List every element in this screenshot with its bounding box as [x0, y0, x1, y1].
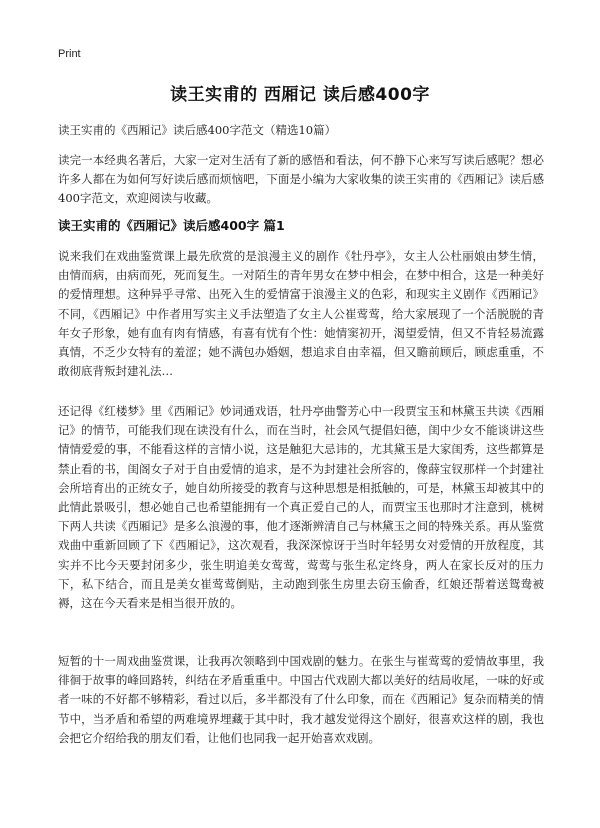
print-label[interactable]: Print [58, 48, 81, 60]
document-title: 读王实甫的 西厢记 读后感400字 [170, 85, 430, 105]
body-paragraph-2: 还记得《红楼梦》里《西厢记》妙词通戏语，牡丹亭曲警芳心中一段贾宝玉和林黛玉共读《西厢记》的情节，可能我们现在读没有什么，而在当时，社会风气提倡妇德，闺中少女不能谈讲这些情情爱爱的事，不能看这样的言情小说，这是触犯大忌讳的，尤其黛玉是大家闺秀，这些都算是禁止看的书，闺阁女子对于自由爱情的追求，是不为封建社会所容的，像薛宝钗那样一个封建社会所培育出的正统女子，她自幼所接受的教育与这种思想是相抵触的，可是，林黛玉却被其中的此情此景吸引，想必她自己也希望能拥有一个真正爱自己的人，而贾宝玉也那时才注意到，桃树下两人共读《西厢记》是多么浪漫的事，他才逐渐辨清自己与林黛玉之间的特殊关系。再从鉴赏戏曲中重新回顾了下《西厢记》，这次观看，我深深惊讶于当时年轻男女对爱情的开放程度，其实并不比今天要封闭多少，张生明追美女莺莺，莺莺与张生私定终身，两人在家长反对的压力下，私下结合，而且是美女崔莺莺倒贴，主动跑到张生房里去窃玉偷香，红娘还帮着送鸳鸯被褥，这在今天看来是相当很开放的。 [58, 404, 544, 611]
document-subtitle: 读王实甫的《西厢记》读后感400字范文（精选10篇） [58, 123, 337, 137]
body-paragraph-3: 短暂的十一周戏曲鉴赏课，让我再次领略到中国戏剧的魅力。在张生与崔莺莺的爱情故事里，我徘徊于故事的峰回路转，纠结在矛盾重重中。中国古代戏剧大都以美好的结局收尾，一味的好或者一味的不好都不够精彩，看过以后，多半都没有了什么印象，而在《西厢记》复杂而精美的情节中，当矛盾和希望的两难境界埋藏于其中时，我才越发觉得这个剧好，很喜欢这样的剧，我也会把它介绍给我的朋友们看，让他们也同我一起开始喜欢戏剧。 [58, 654, 544, 745]
intro-paragraph: 读完一本经典名著后，大家一定对生活有了新的感悟和看法，何不静下心来写写读后感呢？想必许多人都在为如何写好读后感而烦恼吧，下面是小编为大家收集的读王实甫的《西厢记》读后感400字范文，欢迎阅读与收藏。 [58, 153, 544, 206]
body-paragraph-1: 说来我们在戏曲鉴赏课上最先欣赏的是浪漫主义的剧作《牡丹亭》，女主人公杜丽娘由梦生情，由情而病，由病而死，死而复生。一对陌生的青年男女在梦中相会，在梦中相合，这是一种美好的爱情理想。这种异乎寻常、出死入生的爱情富于浪漫主义的色彩，和现实主义剧作《西厢记》不同，《西厢记》中作者用写实主义手法塑造了女主人公崔莺莺，给大家展现了一个活脱脱的青年女子形象，她有血有肉有情感，有喜有忧有个性：她情窦初开，渴望爱情，但又不肯轻易流露真情，不乏少女特有的羞涩；她不满包办婚姻，想追求自由幸福，但又瞻前顾后，顾虑重重，不敢彻底背叛封建礼法… [58, 249, 544, 379]
section-heading: 读王实甫的《西厢记》读后感400字 篇1 [58, 218, 285, 233]
